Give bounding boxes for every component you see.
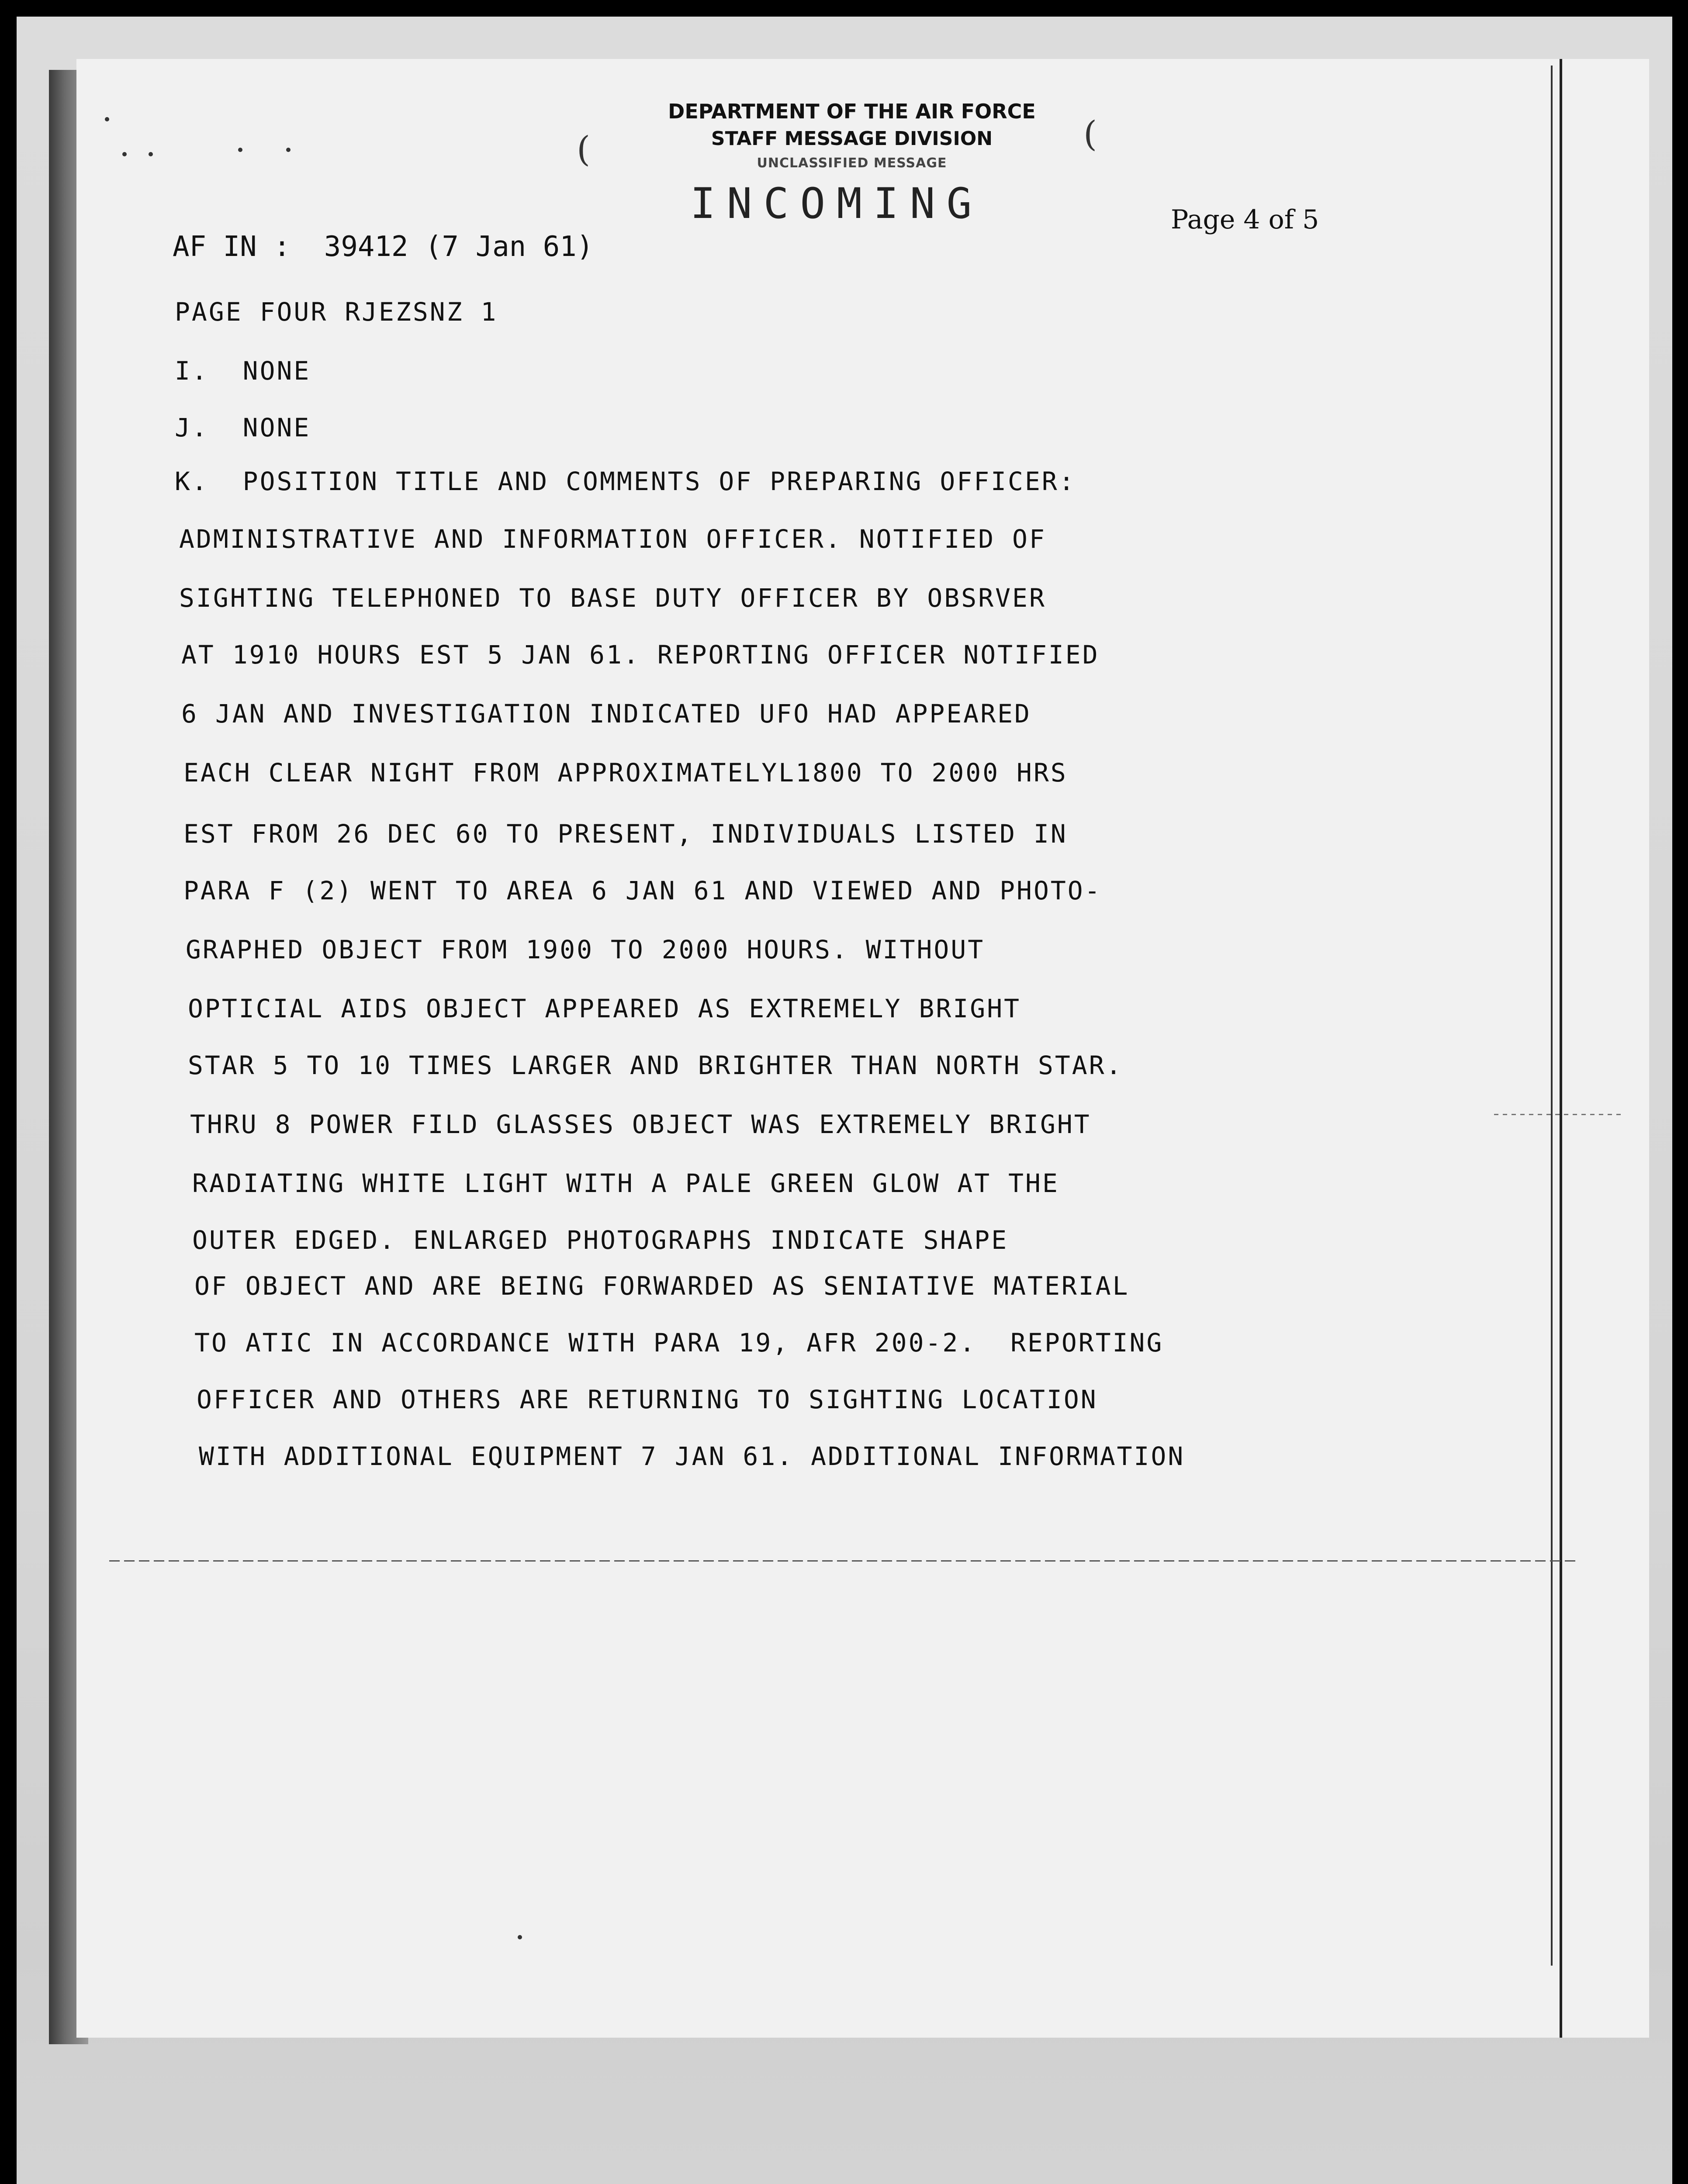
department-heading: DEPARTMENT OF THE AIR FORCE [668, 100, 1036, 123]
af-in-reference: AF IN : 39412 (7 Jan 61) [173, 231, 594, 263]
page-right-edge [1560, 59, 1568, 2038]
body-line: STAR 5 TO 10 TIMES LARGER AND BRIGHTER THAN NORTH STAR. [188, 1051, 1123, 1080]
body-line: OF OBJECT AND ARE BEING FORWARDED AS SENIATIVE MATERIAL [194, 1271, 1130, 1301]
body-line: I. NONE [175, 356, 311, 386]
body-line: TO ATIC IN ACCORDANCE WITH PARA 19, AFR 200-2. REPORTING [194, 1328, 1164, 1358]
division-heading: STAFF MESSAGE DIVISION [711, 128, 993, 150]
body-line: EST FROM 26 DEC 60 TO PRESENT, INDIVIDUALS LISTED IN [183, 819, 1068, 849]
body-line: EACH CLEAR NIGHT FROM APPROXIMATELYL1800 TO 2000 HRS [183, 758, 1068, 788]
body-line: PAGE FOUR RJEZSNZ 1 [175, 297, 498, 327]
body-line: GRAPHED OBJECT FROM 1900 TO 2000 HOURS. WITHOUT [186, 935, 985, 964]
body-line: THRU 8 POWER FILD GLASSES OBJECT WAS EXTREMELY BRIGHT [190, 1109, 1091, 1139]
scan-speck [105, 117, 109, 121]
body-line: ADMINISTRATIVE AND INFORMATION OFFICER. NOTIFIED OF [179, 524, 1046, 554]
scan-speck [518, 1935, 522, 1939]
scan-speck [122, 152, 127, 156]
body-line: WITH ADDITIONAL EQUIPMENT 7 JAN 61. ADDITIONAL INFORMATION [199, 1441, 1185, 1471]
body-line: OFFICER AND OTHERS ARE RETURNING TO SIGHTING LOCATION [197, 1385, 1098, 1414]
body-line: 6 JAN AND INVESTIGATION INDICATED UFO HAD APPEARED [181, 699, 1031, 729]
body-line: SIGHTING TELEPHONED TO BASE DUTY OFFICER BY OBSRVER [179, 583, 1046, 613]
scan-bracket-mark: ( [577, 129, 591, 169]
body-line: OUTER EDGED. ENLARGED PHOTOGRAPHS INDICATE SHAPE [192, 1225, 1009, 1255]
margin-dotted-mark [1494, 1114, 1625, 1115]
body-line: J. NONE [175, 413, 311, 442]
scan-speck [286, 148, 291, 152]
scan-speck [149, 152, 153, 156]
scan-bracket-mark: ( [1083, 114, 1097, 154]
bottom-dashed-rule [109, 1560, 1577, 1562]
body-line: PARA F (2) WENT TO AREA 6 JAN 61 AND VIEWED AND PHOTO- [183, 876, 1102, 905]
body-line: AT 1910 HOURS EST 5 JAN 61. REPORTING OFFICER NOTIFIED [181, 640, 1100, 670]
scan-smudge [66, 2162, 175, 2184]
page-number: Page 4 of 5 [1171, 204, 1319, 235]
body-line: RADIATING WHITE LIGHT WITH A PALE GREEN GLOW AT THE [192, 1168, 1059, 1198]
body-line: OPTICIAL AIDS OBJECT APPEARED AS EXTREMELY BRIGHT [188, 994, 1021, 1023]
classification-label: UNCLASSIFIED MESSAGE [757, 156, 947, 171]
document-page [76, 59, 1649, 2038]
incoming-stamp: INCOMING [690, 179, 983, 228]
margin-line [1551, 66, 1553, 1966]
scan-speck [238, 148, 242, 152]
body-line: K. POSITION TITLE AND COMMENTS OF PREPARING OFFICER: [175, 467, 1076, 496]
